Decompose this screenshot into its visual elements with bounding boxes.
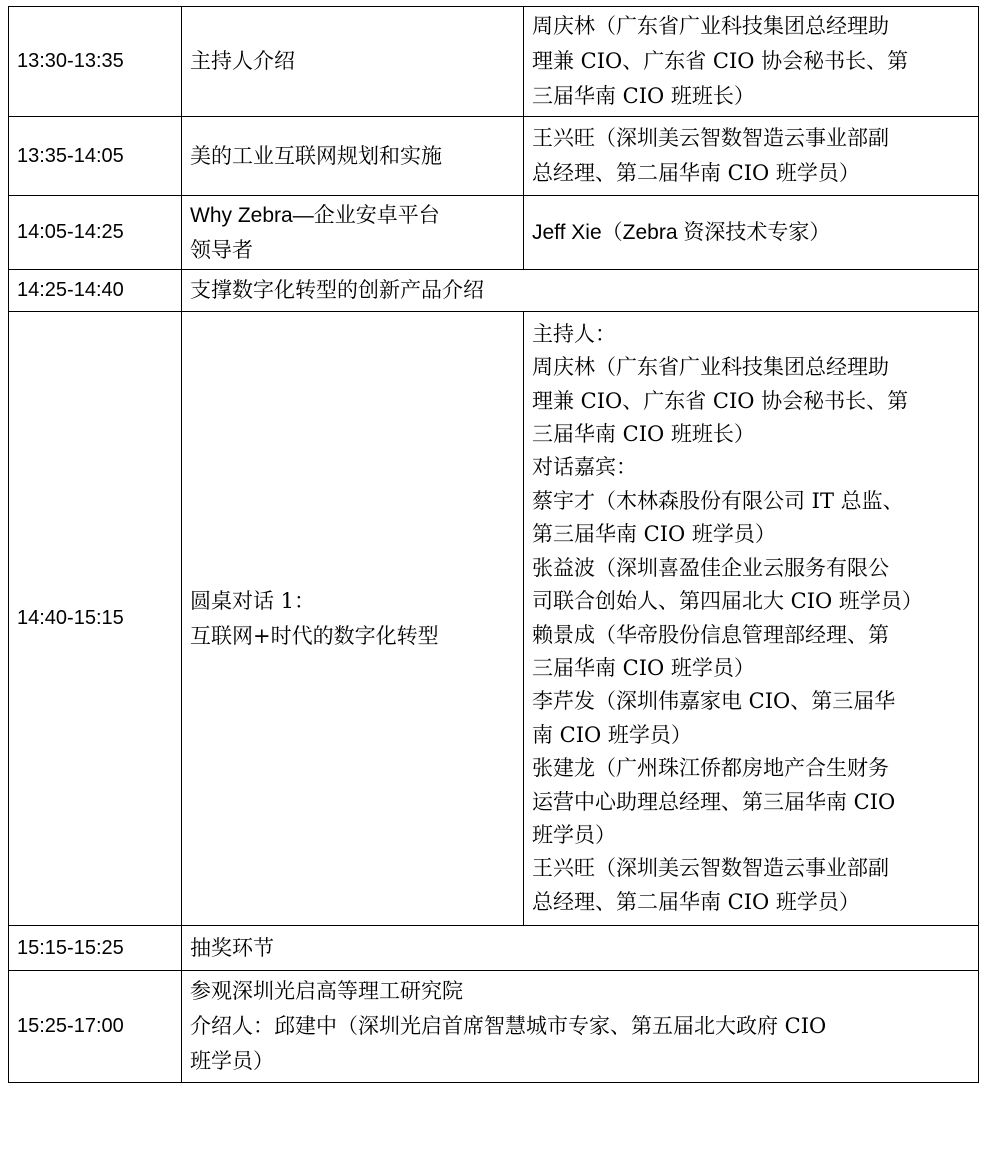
table-row: [9, 971, 979, 1083]
speaker-cell: [524, 312, 979, 926]
speaker-line: 王兴旺（深圳美云智数智造云事业部副: [532, 126, 889, 150]
topic-line: 互联网+时代的数字化转型: [190, 623, 439, 648]
table-row: [9, 196, 979, 270]
topic-cell: [182, 312, 524, 926]
speaker-line: 李芹发（深圳伟嘉家电 CIO、第三届华: [532, 689, 896, 714]
speaker-line: 三届华南 CIO 班学员）: [532, 655, 755, 680]
topic-cell: [182, 196, 524, 270]
topic-cell: 主持人介绍: [182, 7, 524, 117]
speaker-line: 张益波（深圳喜盈佳企业云服务有限公: [532, 555, 889, 580]
topic-line: 参观深圳光启高等理工研究院: [190, 979, 463, 1003]
schedule-table: [8, 6, 979, 1083]
speaker-line: 王兴旺（深圳美云智数智造云事业部副: [532, 856, 889, 881]
topic-cell: 美的工业互联网规划和实施: [182, 117, 524, 196]
topic-cell: [182, 971, 979, 1083]
time-cell: 14:25-14:40: [9, 270, 182, 312]
speaker-line: 总经理、第二届华南 CIO 班学员）: [532, 889, 860, 914]
speaker-line: 理兼 CIO、广东省 CIO 协会秘书长、第: [532, 388, 909, 413]
speaker-line: 周庆林（广东省广业科技集团总经理助: [532, 14, 889, 38]
speaker-line: 主持人：: [532, 321, 616, 346]
table-row: [9, 117, 979, 196]
topic-line: 领导者: [190, 238, 253, 262]
speaker-cell: [524, 7, 979, 117]
time-cell: 14:40-15:15: [9, 312, 182, 926]
speaker-line: 周庆林（广东省广业科技集团总经理助: [532, 355, 889, 380]
table-row: [9, 312, 979, 926]
time-cell: 13:30-13:35: [9, 7, 182, 117]
speaker-line: 蔡宇才（木林森股份有限公司 IT 总监、: [532, 488, 904, 513]
speaker-line: 理兼 CIO、广东省 CIO 协会秘书长、第: [532, 49, 909, 73]
speaker-line: 司联合创始人、第四届北大 CIO 班学员）: [532, 589, 923, 614]
speaker-line: 班学员）: [532, 822, 616, 847]
topic-line: 介绍人：邱建中（深圳光启首席智慧城市专家、第五届北大政府 CIO: [190, 1014, 827, 1038]
time-cell: 13:35-14:05: [9, 117, 182, 196]
topic-cell: 抽奖环节: [182, 926, 979, 971]
speaker-line: 张建龙（广州珠江侨都房地产合生财务: [532, 756, 889, 781]
table-row: [9, 270, 979, 312]
speaker-line: 总经理、第二届华南 CIO 班学员）: [532, 161, 860, 185]
speaker-line: 三届华南 CIO 班班长）: [532, 84, 755, 108]
speaker-cell: Jeff Xie（Zebra 资深技术专家）: [524, 196, 979, 270]
topic-line: Why Zebra—企业安卓平台: [190, 203, 440, 227]
speaker-line: 三届华南 CIO 班班长）: [532, 422, 755, 447]
topic-line: 班学员）: [190, 1049, 274, 1073]
time-cell: 15:15-15:25: [9, 926, 182, 971]
table-row: [9, 926, 979, 971]
table-row: [9, 7, 979, 117]
speaker-line: 赖景成（华帝股份信息管理部经理、第: [532, 622, 889, 647]
topic-line: 圆桌对话 1：: [190, 588, 316, 613]
time-cell: 14:05-14:25: [9, 196, 182, 270]
topic-cell: 支撑数字化转型的创新产品介绍: [182, 270, 979, 312]
speaker-line: 南 CIO 班学员）: [532, 722, 692, 747]
speaker-cell: [524, 117, 979, 196]
time-cell: 15:25-17:00: [9, 971, 182, 1083]
speaker-line: 第三届华南 CIO 班学员）: [532, 522, 776, 547]
speaker-line: 运营中心助理总经理、第三届华南 CIO: [532, 789, 896, 814]
speaker-line: 对话嘉宾：: [532, 455, 637, 480]
